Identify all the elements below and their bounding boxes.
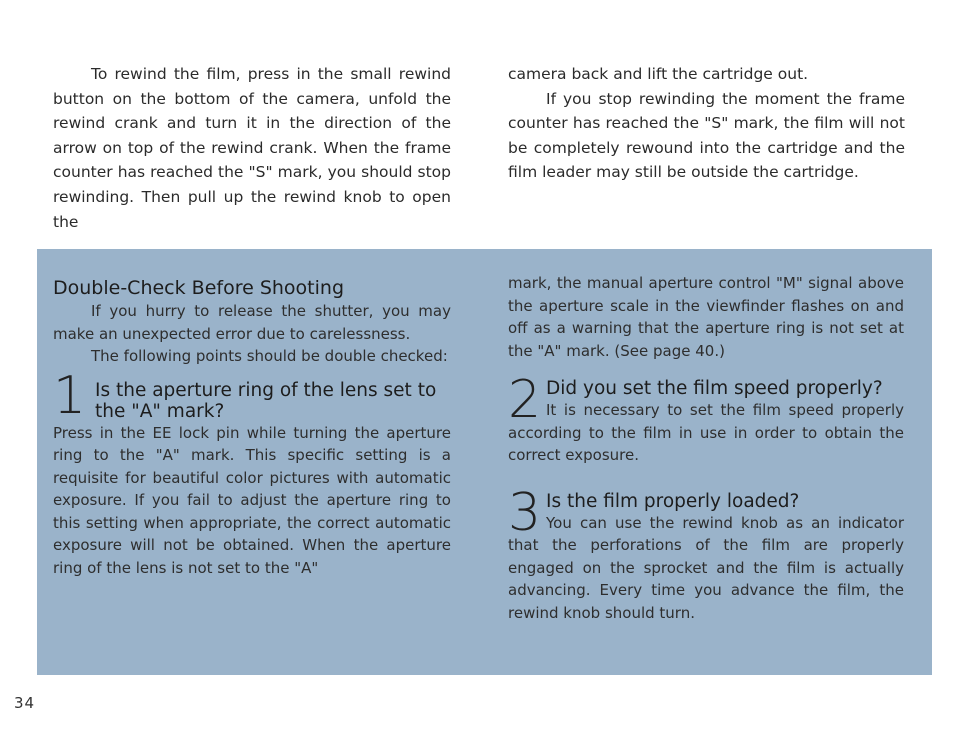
rewind-paragraph-continued: camera back and lift the cartridge out. — [508, 65, 809, 83]
check-item-3 — [508, 482, 904, 625]
check-title-2: Did you set the film speed properly? — [546, 378, 883, 399]
check-item-1 — [53, 365, 451, 580]
panel-left-column — [53, 276, 451, 579]
check-title-1: Is the aperture ring of the lens set to the "A" mark? — [95, 379, 437, 422]
top-left-column — [53, 62, 451, 234]
check-number-3: 3 — [508, 482, 542, 543]
check-body-1: Press in the EE lock pin while turning the aperture ring to the "A" mark. This specific setting is a requisite for beautiful color pictures with automatic exposure. If you fail to adjust the aperture ring to this setting when appropriate, the correct automatic exposure will not be obtained. When the aperture ring of the lens is not set to the "A" — [53, 423, 451, 577]
check-body-1-continued: mark, the manual aperture control "M" signal above the aperture scale in the viewfinder flashes on and off as a warning that the aperture ring is not set at the "A" mark. (See page 40.) — [508, 274, 904, 360]
check-number-2: 2 — [508, 370, 542, 430]
check-number-1: 1 — [53, 365, 87, 426]
top-right-column — [508, 62, 905, 185]
check-title-3: Is the film properly loaded? — [546, 490, 800, 512]
intro-paragraph: If you hurry to release the shutter, you may make an unexpected error due to carelessness. — [53, 302, 451, 343]
intro-paragraph-2: The following points should be double checked: — [91, 347, 448, 365]
rewind-paragraph: To rewind the film, press in the small rewind button on the bottom of the camera, unfold the rewind crank and turn it in the direction of the arrow on top of the rewind crank. When the frame counter has reached the "S" mark, you should stop rewinding. Then pull up the rewind knob to open the — [53, 65, 451, 231]
panel-right-column — [508, 272, 904, 624]
panel-heading: Double-Check Before Shooting — [53, 277, 345, 299]
check-item-2 — [508, 370, 904, 467]
page-number: 34 — [14, 694, 36, 712]
check-body-2: It is necessary to set the film speed properly according to the film in use in order to obtain the correct exposure. — [508, 401, 904, 464]
double-check-panel — [37, 249, 932, 675]
check-body-3: You can use the rewind knob as an indicator that the perforations of the film are properly engaged on the sprocket and the film is actually advancing. Every time you advance the film, the rewind knob should turn. — [508, 513, 904, 622]
incomplete-rewind-paragraph: If you stop rewinding the moment the frame counter has reached the "S" mark, the film will not be completely rewound into the cartridge and the film leader may still be outside the cartridge. — [508, 89, 905, 182]
